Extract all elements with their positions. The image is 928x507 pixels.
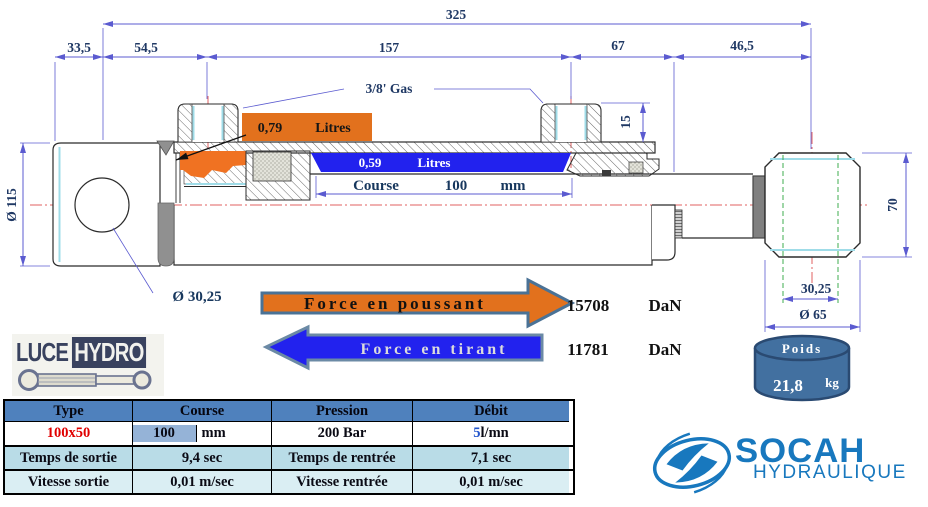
force-pull-arrow <box>256 320 586 376</box>
port-rear <box>178 104 238 142</box>
weight-unit: kg <box>825 375 839 390</box>
vitesse-rentree-value: 0,01 m/sec <box>413 471 569 493</box>
push-volume-value: 0,79 <box>257 121 283 136</box>
dim-bore-od: Ø 115 <box>4 188 19 222</box>
course-unit: mm <box>500 178 526 194</box>
dim-total-length: 325 <box>445 7 467 22</box>
rod-seal <box>629 162 643 173</box>
socah-logo-name: SOCAH <box>735 432 866 470</box>
dim-block-width: Ø 65 <box>799 307 827 322</box>
debit-unit: l/mn <box>480 425 509 441</box>
header-type: Type <box>5 401 133 422</box>
socah-logo-sub: HYDRAULIQUE <box>753 462 907 483</box>
pull-volume-value: 0,59 <box>358 155 382 170</box>
dim-rod-end-section: 46,5 <box>730 38 754 53</box>
temps-sortie-label: Temps de sortie <box>5 447 133 469</box>
temps-rentree-value: 7,1 sec <box>413 447 569 469</box>
port-front <box>541 104 601 142</box>
vitesse-sortie-value: 0,01 m/sec <box>133 471 272 493</box>
force-push-label: Force en poussant <box>304 294 486 313</box>
dim-left-offset: 33,5 <box>67 40 91 55</box>
weight-value: 21,8 <box>773 376 803 395</box>
course-unit-cell: mm <box>201 425 226 441</box>
temps-rentree-label: Temps de rentrée <box>272 447 413 469</box>
push-volume-unit: Litres <box>315 121 351 136</box>
dim-block-height: 70 <box>885 198 900 212</box>
rod-thread <box>753 176 765 238</box>
piston-seal <box>253 152 291 181</box>
luce-logo-part1: LUCE <box>16 336 69 367</box>
force-pull-unit: DaN <box>648 340 682 359</box>
course-value-cell: 100 <box>133 425 197 442</box>
luce-cylinder-icon <box>16 368 158 392</box>
course-value: 100 <box>444 178 468 194</box>
dim-gland-section: 67 <box>611 38 625 53</box>
dim-block-hole: 30,25 <box>800 281 832 296</box>
force-pull-label: Force en tirant <box>360 341 508 358</box>
header-pression: Pression <box>272 401 413 422</box>
luce-logo-part2: HYDRO <box>72 337 146 368</box>
force-push-value: 15708 <box>566 296 610 315</box>
luce-hydro-logo <box>12 334 164 396</box>
header-course: Course <box>133 401 272 422</box>
force-pull-value: 11781 <box>567 340 609 359</box>
debit-value-cell <box>413 422 569 445</box>
force-push-unit: DaN <box>648 296 682 315</box>
pression-value: 200 Bar <box>272 422 413 445</box>
header-debit: Débit <box>413 401 569 422</box>
course-label: Course <box>353 178 399 194</box>
piston-assembly <box>176 151 310 203</box>
spec-table-value-row <box>5 422 573 445</box>
debit-value: 5 <box>473 425 481 441</box>
spec-table-times-row <box>3 445 575 471</box>
rod-gland <box>567 153 659 176</box>
weight-label: Poids <box>781 341 823 356</box>
type-value: 100x50 <box>5 422 133 445</box>
dim-rear-section: 54,5 <box>134 40 158 55</box>
spec-table-main <box>3 399 575 447</box>
vitesse-rentree-label: Vitesse rentrée <box>272 471 413 493</box>
dim-pin-hole: Ø 30,25 <box>172 289 222 305</box>
pull-volume-unit: Litres <box>417 155 451 170</box>
socah-logo-icon <box>645 426 740 501</box>
spec-table-header-row <box>5 401 573 422</box>
vitesse-sortie-label: Vitesse sortie <box>5 471 133 493</box>
course-cell <box>133 422 272 445</box>
pin-hole <box>75 178 129 232</box>
rod-locknut <box>675 210 682 238</box>
dim-body-section: 157 <box>378 40 400 55</box>
dim-port-height: 15 <box>618 115 633 129</box>
spec-table-speeds-row <box>3 469 575 495</box>
port-thread-label: 3/8' Gas <box>365 81 413 96</box>
temps-sortie-value: 9,4 sec <box>133 447 272 469</box>
weight-badge <box>748 330 863 405</box>
